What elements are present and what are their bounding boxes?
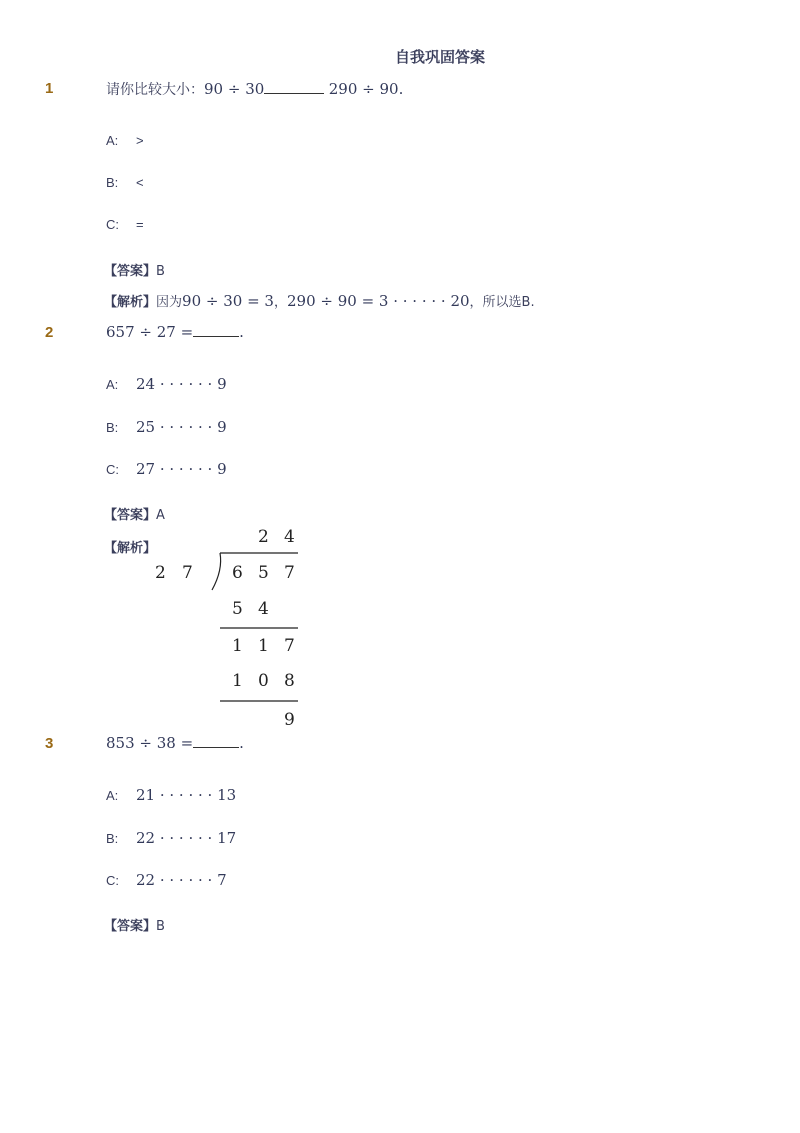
question-number: 3 xyxy=(45,735,54,752)
question-expr: 853 ÷ 38 = xyxy=(106,734,194,752)
option-b[interactable] xyxy=(106,829,236,847)
option-b[interactable] xyxy=(106,175,144,191)
answer-blank xyxy=(193,735,239,748)
divisor-digit: 7 xyxy=(182,563,193,583)
quotient-digit: 2 xyxy=(258,527,269,547)
analysis-prefix: 因为 xyxy=(156,295,183,310)
question-text xyxy=(106,323,244,341)
divisor-digit: 2 xyxy=(155,563,166,583)
answer-tag: 【答案】 xyxy=(104,508,157,523)
step-digit: 1 xyxy=(232,636,243,656)
page-title: 自我巩固答案 xyxy=(394,48,485,66)
answer-tag: 【答案】 xyxy=(104,264,157,279)
analysis-tag: 【解析】 xyxy=(104,541,157,556)
dividend-digit: 7 xyxy=(284,563,295,583)
analysis-tag: 【解析】 xyxy=(104,295,157,310)
answer-value: A xyxy=(156,508,165,523)
step-digit: 5 xyxy=(232,599,243,619)
step-digit: 7 xyxy=(284,636,295,656)
quotient-digit: 4 xyxy=(284,527,295,547)
option-value: < xyxy=(136,175,144,190)
option-value: = xyxy=(136,217,144,232)
analysis-math-2: 290 ÷ 90 = 3 · · · · · · 20 xyxy=(286,292,470,310)
option-value: 22 · · · · · · 7 xyxy=(136,871,227,889)
option-c[interactable] xyxy=(106,460,227,478)
expr-right: 290 ÷ 90 xyxy=(328,80,399,98)
answer-line xyxy=(104,915,165,934)
option-letter: B: xyxy=(106,831,119,846)
option-a[interactable] xyxy=(106,133,144,149)
expr-left: 90 ÷ 30 xyxy=(204,80,265,98)
question-end: . xyxy=(398,80,404,98)
analysis-separator: ， xyxy=(273,295,287,310)
option-letter: A: xyxy=(106,377,119,392)
option-letter: A: xyxy=(106,788,119,803)
question-text xyxy=(106,734,244,752)
option-letter: C: xyxy=(106,462,119,477)
analysis-suffix: ，所以选B. xyxy=(469,295,535,310)
question-number: 2 xyxy=(45,324,54,341)
option-value: 24 · · · · · · 9 xyxy=(136,375,227,393)
answer-blank xyxy=(193,324,239,337)
answer-tag: 【答案】 xyxy=(104,919,157,934)
option-letter: B: xyxy=(106,420,119,435)
dividend-digit: 6 xyxy=(232,563,243,583)
option-value: 22 · · · · · · 17 xyxy=(136,829,237,847)
step-digit: 4 xyxy=(258,599,269,619)
dividend-digit: 5 xyxy=(258,563,269,583)
option-a[interactable] xyxy=(106,786,236,804)
division-bracket xyxy=(212,553,221,590)
step-digit: 1 xyxy=(258,636,269,656)
option-letter: A: xyxy=(106,133,119,148)
answer-blank xyxy=(264,81,324,94)
step-digit: 1 xyxy=(232,671,243,691)
option-c[interactable] xyxy=(106,871,227,889)
remainder-digit: 9 xyxy=(284,710,295,730)
answer-line xyxy=(104,260,165,279)
answer-value: B xyxy=(156,919,165,934)
step-digit: 0 xyxy=(258,671,269,691)
option-c[interactable] xyxy=(106,217,144,233)
answer-value: B xyxy=(156,264,165,279)
question-number: 1 xyxy=(45,80,54,97)
analysis-math-1: 90 ÷ 30 = 3 xyxy=(182,292,274,310)
step-digit: 8 xyxy=(284,671,295,691)
long-division-diagram xyxy=(140,518,340,733)
question-end: . xyxy=(239,734,244,752)
option-letter: B: xyxy=(106,175,119,190)
option-value: 25 · · · · · · 9 xyxy=(136,418,227,436)
analysis-line xyxy=(104,291,535,310)
option-a[interactable] xyxy=(106,375,227,393)
option-value: 21 · · · · · · 13 xyxy=(136,786,237,804)
option-value: > xyxy=(136,133,144,148)
question-end: . xyxy=(239,323,244,341)
question-prompt: 请你比较大小： xyxy=(106,82,204,98)
question-expr: 657 ÷ 27 = xyxy=(106,323,194,341)
question-text xyxy=(106,79,403,99)
option-letter: C: xyxy=(106,873,119,888)
option-letter: C: xyxy=(106,217,119,232)
option-b[interactable] xyxy=(106,418,227,436)
option-value: 27 · · · · · · 9 xyxy=(136,460,227,478)
